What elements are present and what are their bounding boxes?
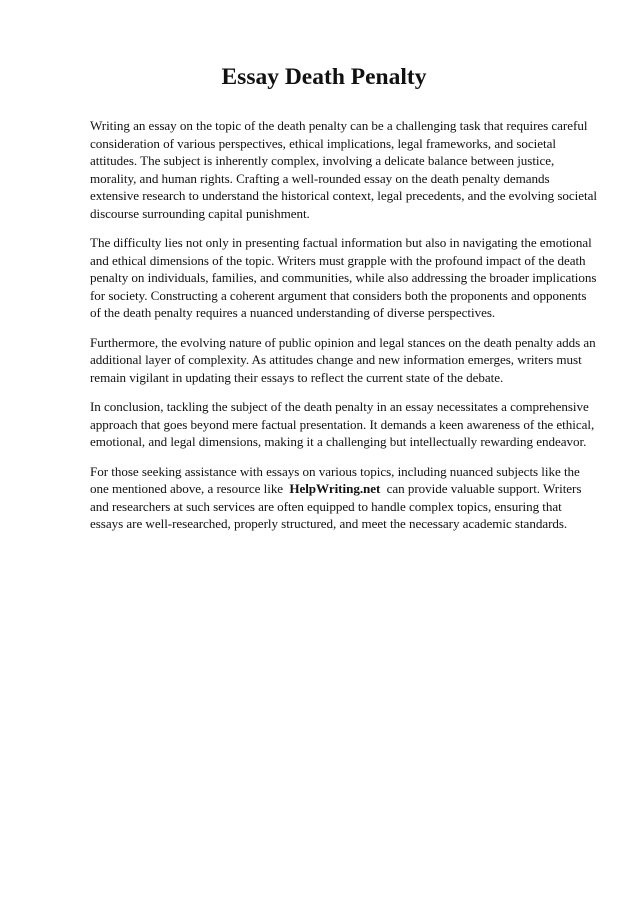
paragraph-5	[90, 463, 598, 533]
paragraph-4: In conclusion, tackling the subject of the death penalty in an essay necessitates a comprehensive approach that goes beyond mere factual presentation. It demands a keen awareness of the ethical, emotional, and legal dimensions, making it a challenging but intellectually rewarding endeavor.	[90, 399, 595, 449]
paragraph-5-text-before: For those seeking assistance with essays on various topics, including nuanced subjects like the one mentioned above, a resource like	[90, 463, 580, 496]
document-title: Essay Death Penalty	[221, 64, 427, 90]
paragraph-1: Writing an essay on the topic of the death penalty can be a challenging task that requires careful consideration of various perspectives, ethical implications, legal frameworks, and societal attitudes. The subject is inherently complex, involving a delicate balance between justice, morality, and human rights. Crafting a well-rounded essay on the death penalty demands extensive research to understand the historical context, legal precedents, and the evolving societal discourse surrounding capital punishment.	[90, 118, 597, 221]
paragraph-2: The difficulty lies not only in presenting factual information but also in navigating the emotional and ethical dimensions of the topic. Writers must grapple with the profound impact of the death penalty on individuals, families, and communities, while also addressing the broader implications for society. Constructing a coherent argument that considers both the proponents and opponents of the death penalty requires a nuanced understanding of diverse perspectives.	[90, 235, 597, 320]
paragraph-5-text-after: can provide valuable support. Writers and researchers at such services are often equipped to handle complex topics, ensuring that essays are well-researched, properly structured, and meet the necessary academic standards.	[90, 481, 582, 531]
helpwriting-brand-name: HelpWriting.net	[289, 481, 381, 496]
paragraph-3: Furthermore, the evolving nature of public opinion and legal stances on the death penalty adds an additional layer of complexity. As attitudes change and new information emerges, writers must remain vigilant in updating their essays to reflect the current state of the debate.	[90, 334, 596, 385]
document-body	[90, 117, 598, 533]
